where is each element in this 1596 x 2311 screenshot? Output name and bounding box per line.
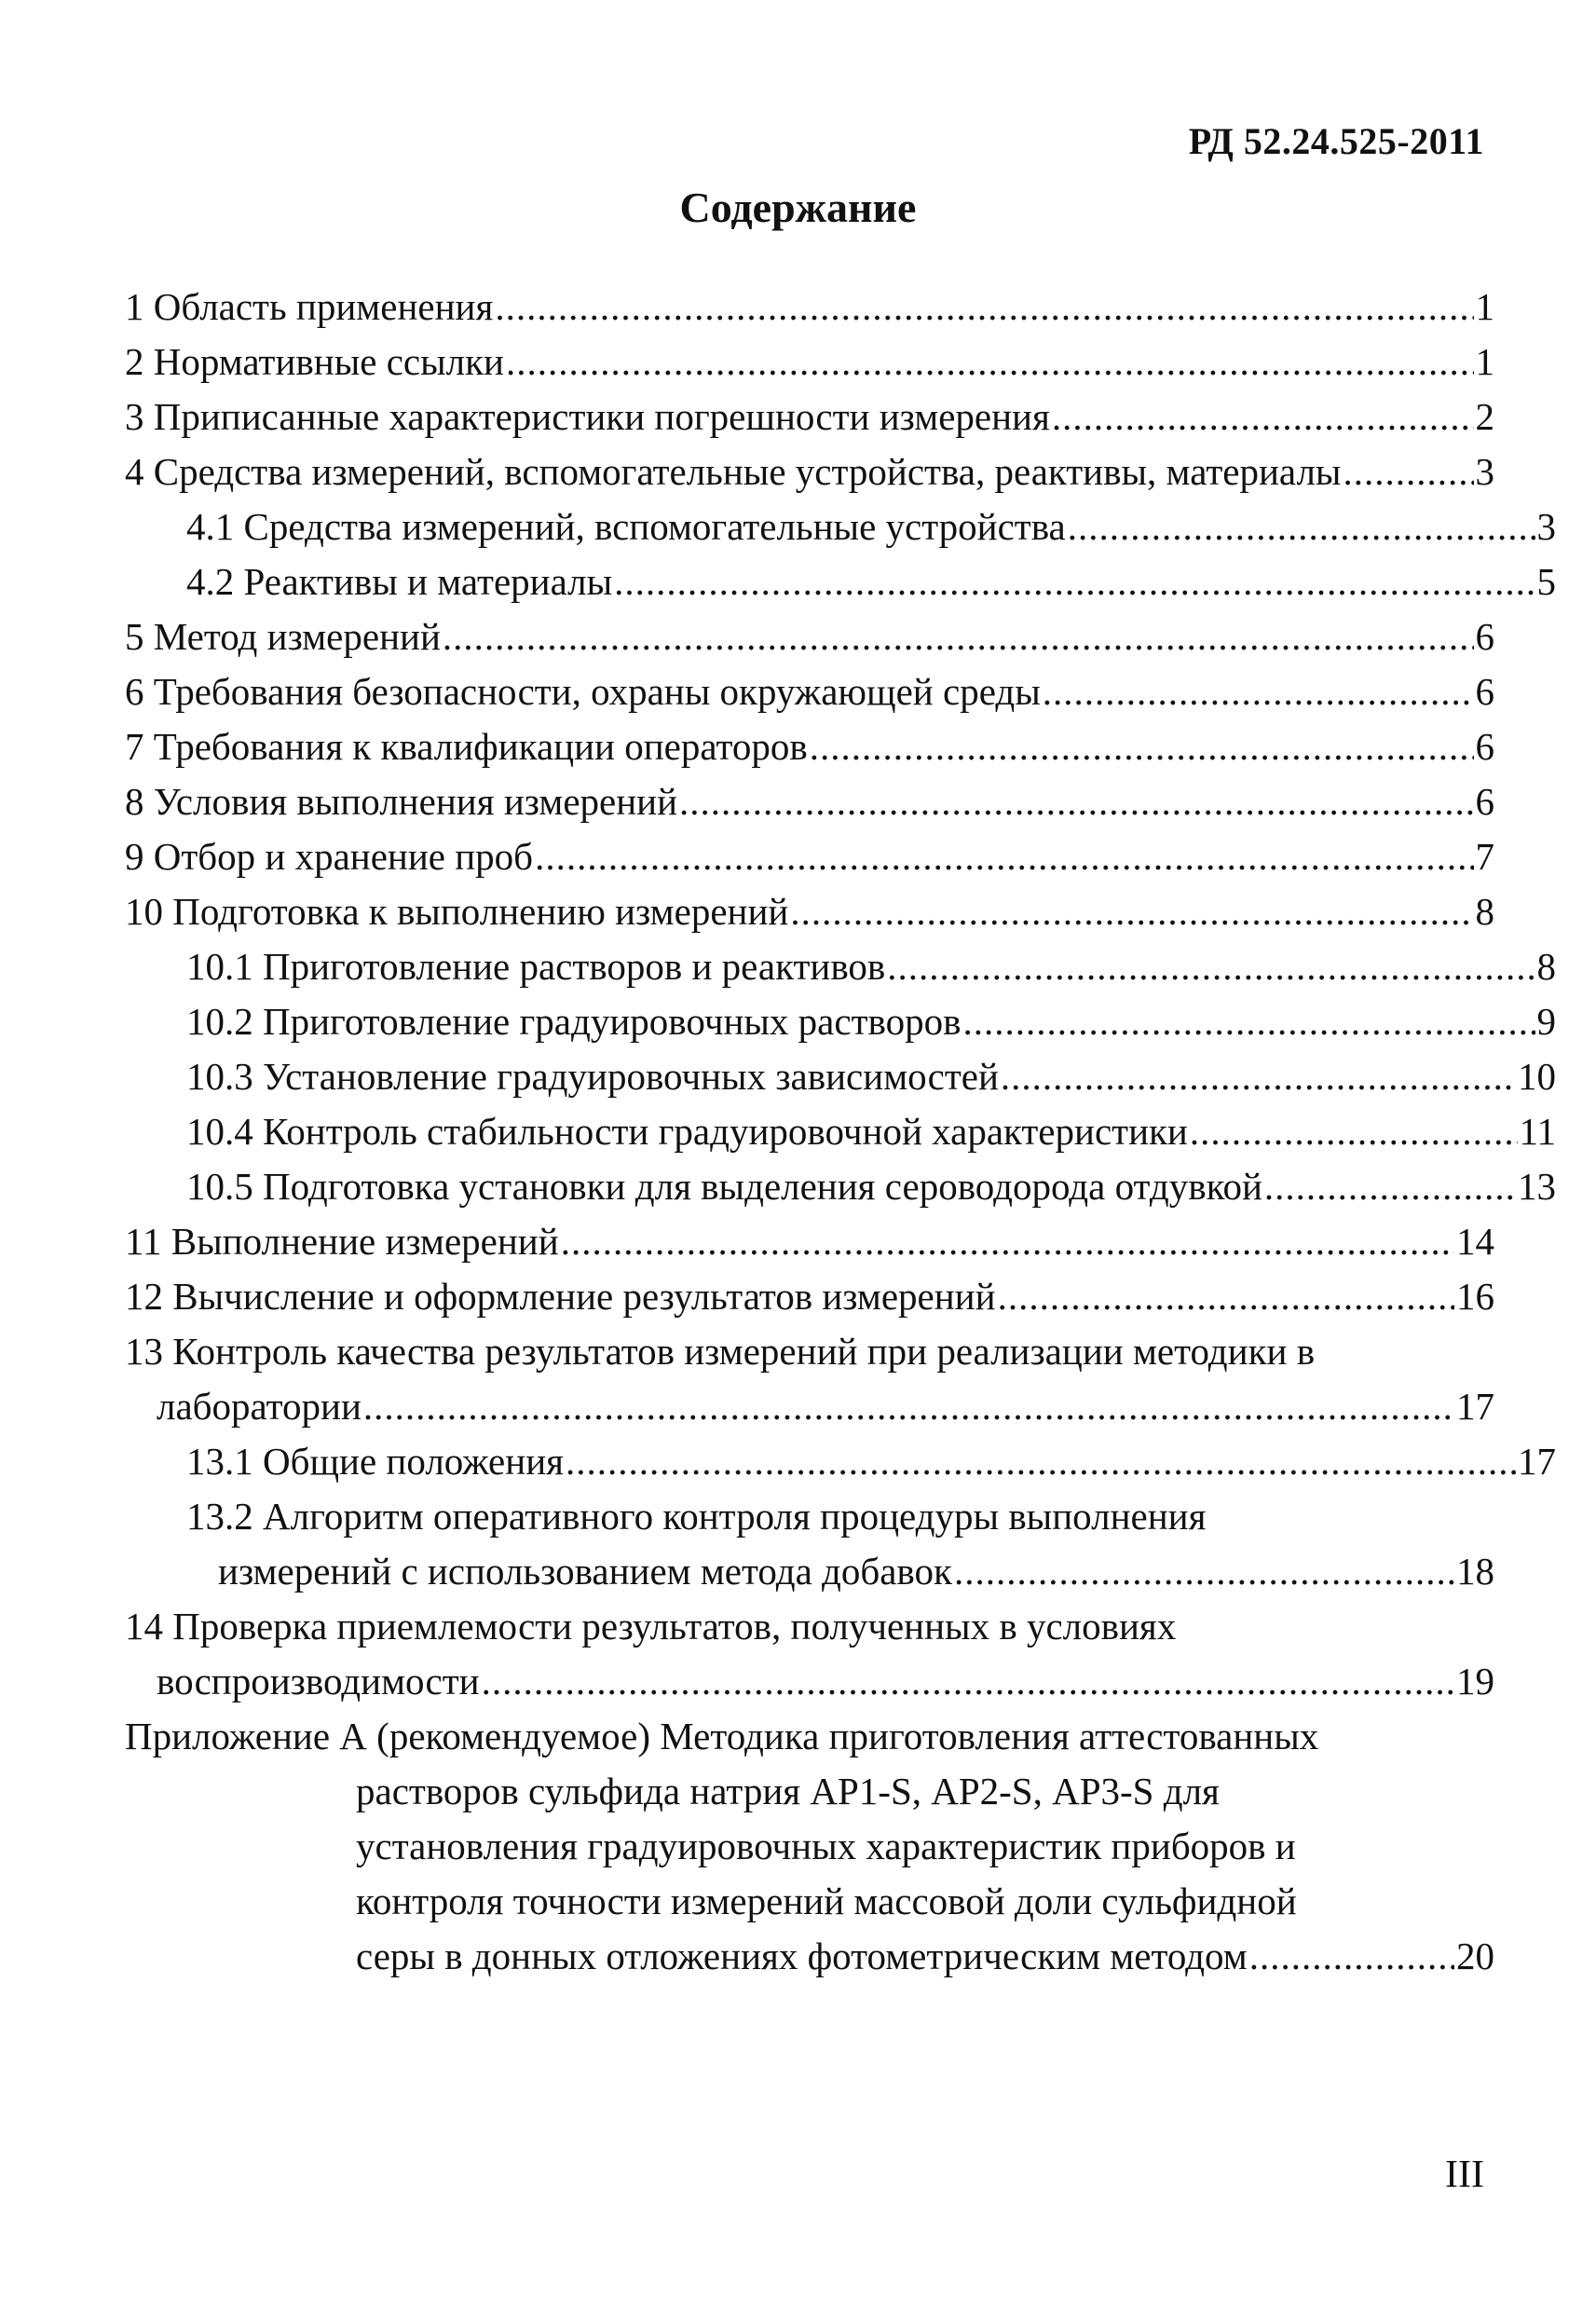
toc-entry-3[interactable] xyxy=(125,390,1494,444)
toc-entry-page: 3 xyxy=(1475,450,1494,493)
toc-entry-4-1[interactable] xyxy=(125,499,1556,554)
page-number: III xyxy=(1445,2154,1484,2196)
toc-entry-page: 11 xyxy=(1519,1110,1556,1153)
dot-leader xyxy=(482,1654,1454,1709)
toc-entry-page: 8 xyxy=(1475,890,1494,933)
toc-entry-page: 10 xyxy=(1518,1055,1556,1098)
toc-entry-page: 6 xyxy=(1475,725,1494,768)
toc-entry-7[interactable] xyxy=(125,719,1494,774)
toc-entry-title: 8 Условия выполнения измерений xyxy=(125,780,678,823)
toc-entry-title: 9 Отбор и хранение проб xyxy=(125,835,534,878)
toc-entry-title: 1 Область применения xyxy=(125,285,494,328)
toc-entry-page: 17 xyxy=(1456,1385,1494,1428)
toc-entry-8[interactable] xyxy=(125,774,1494,829)
dot-leader xyxy=(614,554,1535,609)
toc-entry-10-1[interactable] xyxy=(125,939,1556,994)
dot-leader xyxy=(790,884,1473,939)
toc-entry-10-3[interactable] xyxy=(125,1049,1556,1104)
toc-entry-page: 6 xyxy=(1475,670,1494,713)
toc-entry-6[interactable] xyxy=(125,664,1494,719)
document-code: РД 52.24.525-2011 xyxy=(1188,120,1484,162)
toc-entry-page: 2 xyxy=(1475,395,1494,438)
toc-entry-title: 11 Выполнение измерений xyxy=(125,1220,559,1263)
toc-entry-10-2[interactable] xyxy=(125,994,1556,1049)
toc-entry-title-line2: лаборатории xyxy=(157,1385,361,1428)
toc-entry-13[interactable] xyxy=(125,1324,1494,1434)
toc-entry-page: 16 xyxy=(1456,1275,1494,1318)
toc-entry-title: 12 Вычисление и оформление результатов измерений xyxy=(125,1275,996,1318)
dot-leader xyxy=(887,939,1535,994)
toc-entry-title: 10.1 Приготовление растворов и реактивов xyxy=(186,945,886,988)
appendix-line2: растворов сульфида натрия АР1-S, АР2-S, АР3-S для xyxy=(356,1770,1220,1812)
page-title: Содержание xyxy=(679,184,917,231)
dot-leader xyxy=(495,280,1473,335)
toc-entry-title-line1: 14 Проверка приемлемости результатов, полученных в условиях xyxy=(125,1605,1177,1648)
toc-entry-page: 1 xyxy=(1475,285,1494,328)
toc-entry-title: 6 Требования безопасности, охраны окружающей среды xyxy=(125,670,1041,713)
toc-entry-title: 4.2 Реактивы и материалы xyxy=(186,560,613,603)
dot-leader xyxy=(1052,390,1474,444)
toc-entry-title-line2: воспроизводимости xyxy=(157,1660,480,1702)
toc-entry-13-2[interactable] xyxy=(125,1489,1494,1599)
toc-entry-title: 10 Подготовка к выполнению измерений xyxy=(125,890,789,933)
toc-entry-title-line1: 13 Контроль качества результатов измерений при реализации методики в xyxy=(125,1330,1316,1373)
dot-leader xyxy=(954,1544,1454,1599)
dot-leader xyxy=(998,1269,1454,1324)
dot-leader xyxy=(506,335,1474,390)
toc-entry-10-5[interactable] xyxy=(125,1159,1556,1214)
toc-entry-title: 10.5 Подготовка установки для выделения сероводорода отдувкой xyxy=(186,1165,1262,1208)
toc-entry-title: 4.1 Средства измерений, вспомогательные устройства xyxy=(186,505,1066,548)
toc-entry-title: 4 Средства измерений, вспомогательные устройства, реактивы, материалы xyxy=(125,450,1342,493)
toc-entry-page: 3 xyxy=(1536,505,1556,548)
toc-entry-page: 9 xyxy=(1536,1000,1556,1043)
toc-entry-title: 7 Требования к квалификации операторов xyxy=(125,725,808,768)
toc-entry-9[interactable] xyxy=(125,829,1494,884)
dot-leader xyxy=(566,1434,1516,1489)
toc-entry-page: 20 xyxy=(1456,1935,1494,1977)
dot-leader xyxy=(363,1379,1454,1434)
toc-entry-5[interactable] xyxy=(125,609,1494,664)
appendix-line5: серы в донных отложениях фотометрическим методом xyxy=(356,1935,1248,1977)
toc-entry-14[interactable] xyxy=(125,1599,1494,1709)
toc-entry-title: 13.1 Общие положения xyxy=(186,1440,564,1483)
toc-entry-10-4[interactable] xyxy=(125,1104,1556,1159)
toc-entry-page: 5 xyxy=(1536,560,1556,603)
toc-entry-page: 1 xyxy=(1475,340,1494,383)
toc-entry-title: 2 Нормативные ссылки xyxy=(125,340,504,383)
toc-entry-title: 10.4 Контроль стабильности градуировочной характеристики xyxy=(186,1110,1188,1153)
toc-entry-title: 5 Метод измерений xyxy=(125,615,441,658)
toc-entry-1[interactable] xyxy=(125,280,1494,335)
toc-entry-page: 7 xyxy=(1475,835,1494,878)
dot-leader xyxy=(1043,664,1474,719)
toc-entry-title: 10.3 Установление градуировочных зависимостей xyxy=(186,1055,999,1098)
toc-entry-page: 14 xyxy=(1456,1220,1494,1263)
toc-entry-10[interactable] xyxy=(125,884,1494,939)
toc-entry-title: 10.2 Приготовление градуировочных растворов xyxy=(186,1000,962,1043)
appendix-line1: Приложение А (рекомендуемое) Методика приготовления аттестованных xyxy=(125,1715,1319,1757)
dot-leader xyxy=(561,1214,1454,1269)
toc-entry-page: 19 xyxy=(1456,1660,1494,1702)
dot-leader xyxy=(1249,1929,1454,1984)
dot-leader xyxy=(535,829,1473,884)
toc-entry-page: 6 xyxy=(1475,615,1494,658)
dot-leader xyxy=(1190,1104,1518,1159)
table-of-contents xyxy=(125,280,1556,1984)
appendix-line4: контроля точности измерений массовой доли сульфидной xyxy=(356,1880,1297,1922)
toc-entry-title-line2: измерений с использованием метода добавок xyxy=(218,1550,952,1593)
dot-leader xyxy=(443,609,1474,664)
dot-leader xyxy=(962,994,1535,1049)
toc-entry-11[interactable] xyxy=(125,1214,1494,1269)
dot-leader xyxy=(1343,444,1473,499)
toc-entry-12[interactable] xyxy=(125,1269,1494,1324)
toc-entry-2[interactable] xyxy=(125,335,1494,390)
toc-entry-4[interactable] xyxy=(125,444,1494,499)
toc-entry-title-line1: 13.2 Алгоритм оперативного контроля процедуры выполнения xyxy=(186,1495,1207,1538)
toc-entry-page: 13 xyxy=(1518,1165,1556,1208)
dot-leader xyxy=(1264,1159,1516,1214)
toc-entry-title: 3 Приписанные характеристики погрешности измерения xyxy=(125,395,1050,438)
dot-leader xyxy=(810,719,1474,774)
dot-leader xyxy=(1001,1049,1516,1104)
appendix-line3: установления градуировочных характеристик приборов и xyxy=(356,1825,1296,1867)
toc-entry-appendix-a[interactable] xyxy=(125,1709,1494,1984)
toc-entry-13-1[interactable] xyxy=(125,1434,1556,1489)
toc-entry-4-2[interactable] xyxy=(125,554,1556,609)
toc-entry-page: 17 xyxy=(1518,1440,1556,1483)
dot-leader xyxy=(679,774,1473,829)
toc-entry-page: 18 xyxy=(1456,1550,1494,1593)
dot-leader xyxy=(1068,499,1535,554)
toc-entry-page: 6 xyxy=(1475,780,1494,823)
toc-entry-page: 8 xyxy=(1536,945,1556,988)
